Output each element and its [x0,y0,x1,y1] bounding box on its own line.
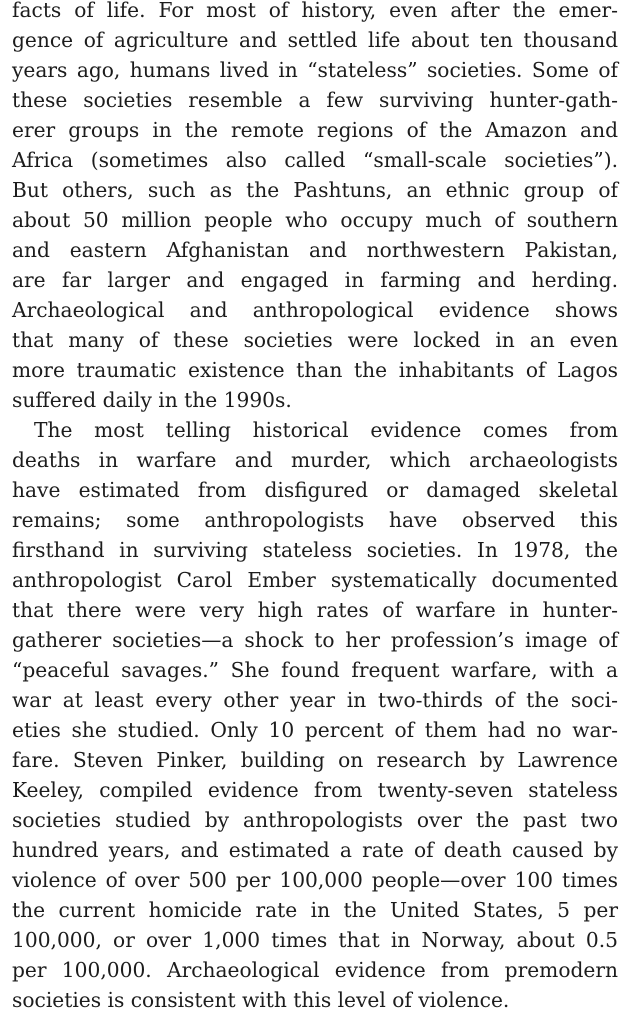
text-line: Archaeological and anthropological evidence shows [12,298,618,322]
paragraph [12,0,632,415]
text-line: that many of these societies were locked in an even [12,328,618,352]
text-line: gatherer societies—a shock to her profession’s image of [12,628,618,652]
text-line: societies studied by anthropologists over the past two [12,808,618,832]
text-line: The most telling historical evidence comes from [34,418,618,442]
text-line: hundred years, and estimated a rate of death caused by [12,838,618,862]
text-line: anthropologist Carol Ember systematically documented [12,568,618,592]
text-line: firsthand in surviving stateless societies. In 1978, the [12,538,618,562]
text-line: erer groups in the remote regions of the Amazon and [12,118,618,142]
text-line: “peaceful savages.” She found frequent warfare, with a [12,658,618,682]
paragraph [12,415,632,1015]
text-line: gence of agriculture and settled life about ten thousand [12,28,618,52]
text-line: war at least every other year in two-thirds of the soci- [12,688,618,712]
text-line: and eastern Afghanistan and northwestern Pakistan, [12,238,618,262]
text-line: that there were very high rates of warfare in hunter- [12,598,618,622]
text-line: Africa (sometimes also called “small-scale societies”). [12,148,618,172]
text-line: years ago, humans lived in “stateless” societies. Some of [12,58,618,82]
text-line: suffered daily in the 1990s. [12,388,292,412]
book-page [12,0,632,1015]
text-line: about 50 million people who occupy much of southern [12,208,619,232]
text-line: But others, such as the Pashtuns, an ethnic group of [12,178,619,202]
text-line: deaths in warfare and murder, which archaeologists [12,448,618,472]
text-line: fare. Steven Pinker, building on research by Lawrence [12,748,618,772]
text-line: 100,000, or over 1,000 times that in Norway, about 0.5 [12,928,618,952]
text-line: are far larger and engaged in farming and herding. [12,268,618,292]
text-line: eties she studied. Only 10 percent of them had no war- [12,718,618,742]
text-line: facts of life. For most of history, even after the emer- [12,0,619,22]
text-line: these societies resemble a few surviving hunter-gath- [12,88,618,112]
text-line: per 100,000. Archaeological evidence from premodern [12,958,618,982]
text-line: violence of over 500 per 100,000 people—over 100 times [12,868,618,892]
text-line: societies is consistent with this level of violence. [12,988,510,1012]
text-line: more traumatic existence than the inhabitants of Lagos [12,358,618,382]
text-line: the current homicide rate in the United States, 5 per [12,898,618,922]
text-line: have estimated from disfigured or damaged skeletal [12,478,618,502]
text-line: remains; some anthropologists have observed this [12,508,618,532]
text-line: Keeley, compiled evidence from twenty-seven stateless [12,778,618,802]
